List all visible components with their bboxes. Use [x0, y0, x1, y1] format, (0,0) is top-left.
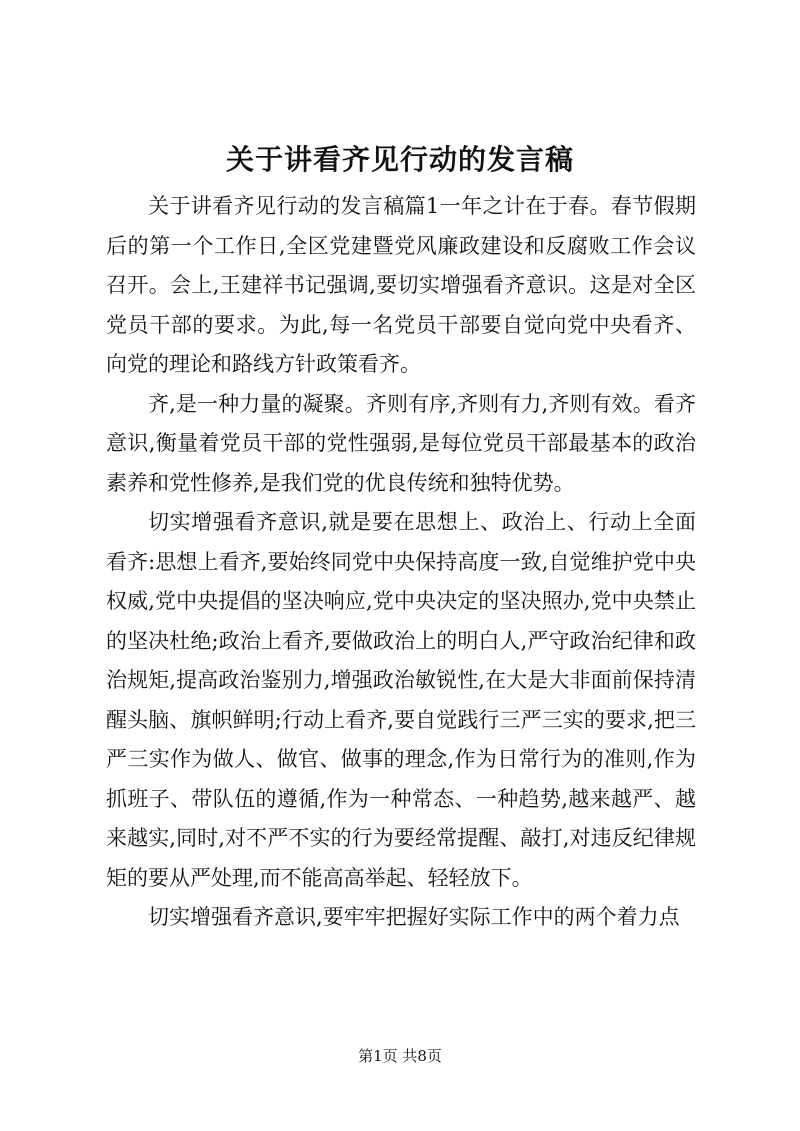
paragraph: 切实增强看齐意识,就是要在思想上、政治上、行动上全面看齐:思想上看齐,要始终同党中央保持高度一致,自觉维护党中央权威,党中央提倡的坚决响应,党中央决定的坚决照办,党中央禁止的坚决杜绝;政治上看齐,要做政治上的明白人,严守政治纪律和政治规矩,提高政治鉴别力,增强政治敏锐性,在大是大非面前保持清醒头脑、旗帜鲜明;行动上看齐,要自觉践行三严三实的要求,把三严三实作为做人、做官、做事的理念,作为日常行为的准则,作为抓班子、带队伍的遵循,作为一种常态、一种趋势,越来越严、越来越实,同时,对不严不实的行为要经常提醒、敲打,对违反纪律规矩的要从严处理,而不能高高举起、轻轻放下。 [106, 510, 696, 890]
paragraph: 齐,是一种力量的凝聚。齐则有序,齐则有力,齐则有效。看齐意识,衡量着党员干部的党性强弱,是每位党员干部最基本的政治素养和党性修养,是我们党的优良传统和独特优势。 [106, 391, 696, 495]
document-body [106, 187, 696, 938]
paragraph: 关于讲看齐见行动的发言稿篇1一年之计在于春。春节假期后的第一个工作日,全区党建暨党风廉政建设和反腐败工作会议召开。会上,王建祥书记强调,要切实增强看齐意识。这是对全区党员干部的要求。为此,每一名党员干部要自觉向党中央看齐、向党的理论和路线方针政策看齐。 [106, 194, 696, 376]
page-footer: 第1页 共8页 [358, 1047, 442, 1065]
page-title: 关于讲看齐见行动的发言稿 [225, 143, 574, 176]
paragraph: 切实增强看齐意识,要牢牢把握好实际工作中的两个着力点 [148, 905, 680, 929]
